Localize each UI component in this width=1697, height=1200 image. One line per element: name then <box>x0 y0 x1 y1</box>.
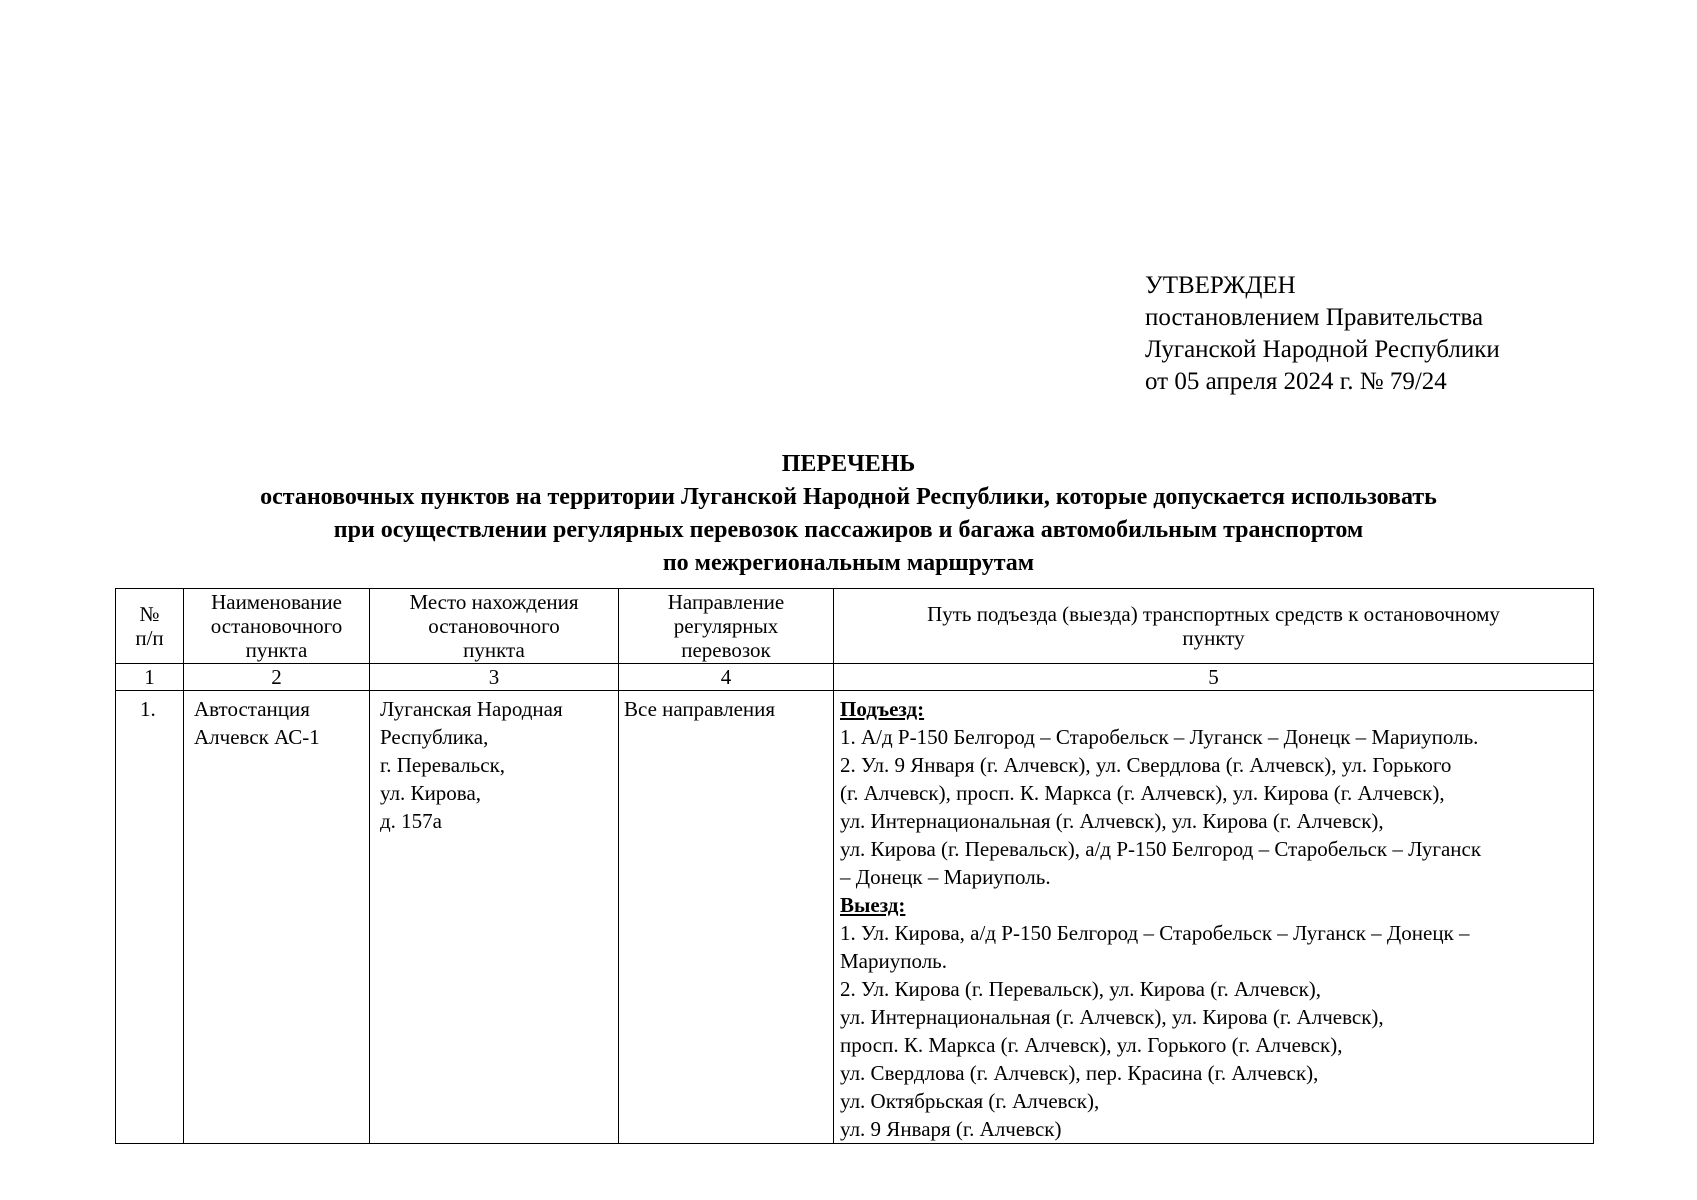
approval-line: УТВЕРЖДЕН <box>1145 272 1296 299</box>
departure-label: Выезд: <box>840 893 906 917</box>
stop-name-line: Автостанция <box>194 697 310 721</box>
header-stop-location: Место нахождения остановочного пункта <box>370 589 619 664</box>
title-line: при осуществлении регулярных перевозок пассажиров и багажа автомобильным транспортом <box>333 517 1364 543</box>
column-number: 3 <box>370 664 619 691</box>
arrival-line: 1. А/д Р-150 Белгород – Старобельск – Луганск – Донецк – Мариуполь. <box>840 725 1479 749</box>
departure-line: ул. 9 Января (г. Алчевск) <box>840 1117 1062 1141</box>
title-line: по межрегиональным маршрутам <box>662 550 1035 576</box>
title-heading: ПЕРЕЧЕНЬ <box>781 451 916 477</box>
arrival-line: – Донецк – Мариуполь. <box>840 865 1051 889</box>
header-direction: Направление регулярных перевозок <box>619 589 834 664</box>
direction-cell <box>619 691 834 1144</box>
location-line: Луганская Народная <box>380 697 563 721</box>
departure-line: Мариуполь. <box>840 949 947 973</box>
departure-line: 1. Ул. Кирова, а/д Р-150 Белгород – Старобельск – Луганск – Донецк – <box>840 921 1470 945</box>
table-header-row <box>116 589 1594 664</box>
approval-block <box>1145 270 1500 398</box>
arrival-line: ул. Интернациональная (г. Алчевск), ул. Кирова (г. Алчевск), <box>840 809 1384 833</box>
location-line: ул. Кирова, <box>380 781 482 805</box>
arrival-line: ул. Кирова (г. Перевальск), а/д Р-150 Белгород – Старобельск – Луганск <box>840 837 1482 861</box>
departure-line: ул. Свердлова (г. Алчевск), пер. Красина (г. Алчевск), <box>840 1061 1319 1085</box>
title-line: остановочных пунктов на территории Луганской Народной Республики, которые допускается использовать <box>260 484 1437 510</box>
approval-line: Луганской Народной Республики <box>1145 336 1500 363</box>
stops-table <box>115 588 1594 1144</box>
stop-location-cell <box>370 691 619 1144</box>
approval-line: постановлением Правительства <box>1145 304 1484 331</box>
location-line: г. Перевальск, <box>380 753 506 777</box>
column-number: 4 <box>619 664 834 691</box>
table-row <box>116 691 1594 1144</box>
arrival-line: 2. Ул. 9 Января (г. Алчевск), ул. Свердлова (г. Алчевск), ул. Горького <box>840 753 1452 777</box>
column-number: 1 <box>116 664 184 691</box>
header-route: Путь подъезда (выезда) транспортных средств к остановочному пункту <box>834 589 1594 664</box>
document-title <box>0 448 1697 580</box>
route-cell <box>834 691 1594 1144</box>
arrival-line: (г. Алчевск), просп. К. Маркса (г. Алчевск), ул. Кирова (г. Алчевск), <box>840 781 1445 805</box>
location-line: Республика, <box>380 725 489 749</box>
row-number: 1. <box>140 697 156 721</box>
column-number-row <box>116 664 1594 691</box>
row-number-cell <box>116 691 184 1144</box>
stop-name-cell <box>184 691 370 1144</box>
column-number: 5 <box>834 664 1594 691</box>
column-number: 2 <box>184 664 370 691</box>
direction-text: Все направления <box>624 697 776 721</box>
departure-line: 2. Ул. Кирова (г. Перевальск), ул. Кирова (г. Алчевск), <box>840 977 1322 1001</box>
header-stop-name: Наименование остановочного пункта <box>184 589 370 664</box>
stop-name-line: Алчевск АС-1 <box>194 725 320 749</box>
departure-line: ул. Интернациональная (г. Алчевск), ул. Кирова (г. Алчевск), <box>840 1005 1384 1029</box>
departure-line: просп. К. Маркса (г. Алчевск), ул. Горького (г. Алчевск), <box>840 1033 1343 1057</box>
departure-line: ул. Октябрьская (г. Алчевск), <box>840 1089 1100 1113</box>
header-number: № п/п <box>116 589 184 664</box>
arrival-label: Подъезд: <box>840 697 925 721</box>
approval-line: от 05 апреля 2024 г. № 79/24 <box>1145 368 1447 395</box>
location-line: д. 157а <box>380 809 443 833</box>
